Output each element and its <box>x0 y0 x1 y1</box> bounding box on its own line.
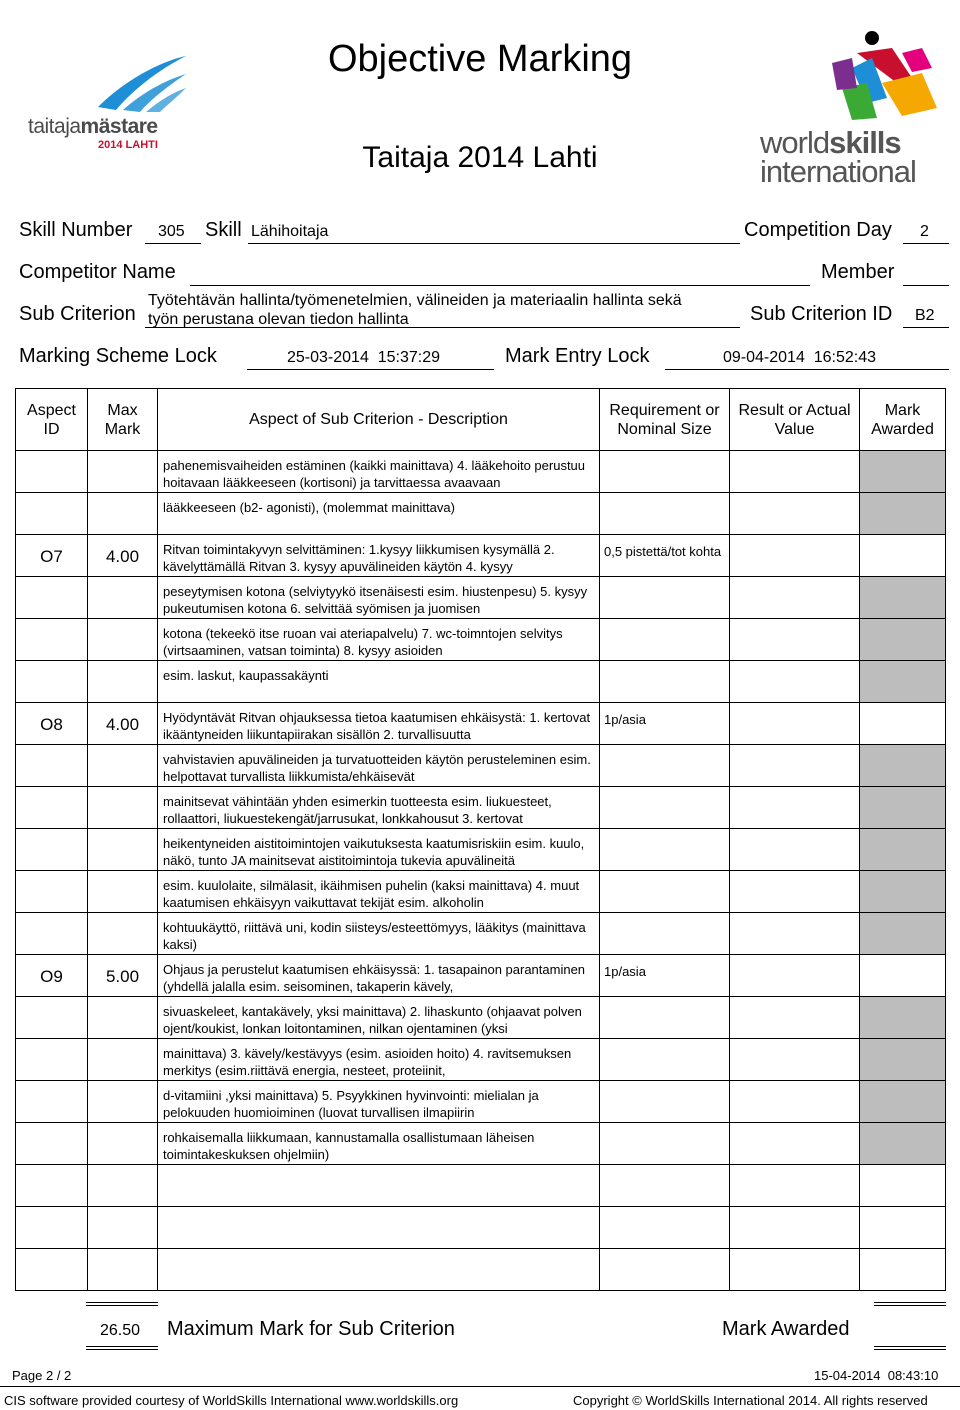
marking-scheme-lock-value: 25-03-2014 15:37:29 <box>287 349 441 366</box>
result-cell[interactable] <box>730 997 860 1039</box>
awarded-cell[interactable] <box>860 661 946 703</box>
table-row <box>16 451 946 493</box>
awarded-cell[interactable] <box>860 997 946 1039</box>
description-cell: Ohjaus ja perustelut kaatumisen ehkäisyssä: 1. tasapainon parantaminen (yhdellä jalalla esim. seisominen, takaperin kävely, <box>158 955 600 997</box>
result-cell[interactable] <box>730 703 860 745</box>
table-row <box>16 1123 946 1165</box>
description-cell: mainittava) 3. kävely/kestävyys (esim. asioiden hoito) 4. ravitsemuksen merkitys (esim.riittävä energia, nesteet, proteiinit, <box>158 1039 600 1081</box>
result-cell[interactable] <box>730 871 860 913</box>
description-cell: Ritvan toimintakyvyn selvittäminen: 1.kysyy liikkumisen kysymällä 2. kävelyttämällä Ritvan 3. kysyy apuvälineiden käytön 4. kysyy <box>158 535 600 577</box>
description-cell: mainitsevat vähintään yhden esimerkin tuotteesta esim. liukuesteet, rollaattori, liukuestekengät/jarrusukat, lonkkahousut 3. kertovat <box>158 787 600 829</box>
table-row <box>16 1165 946 1207</box>
marking-scheme-lock-underline <box>247 369 494 370</box>
requirement-cell: 1p/asia <box>600 703 730 745</box>
requirement-cell: 1p/asia <box>600 955 730 997</box>
result-cell[interactable] <box>730 787 860 829</box>
result-cell[interactable] <box>730 913 860 955</box>
requirement-cell <box>600 451 730 493</box>
max-mark-cell <box>88 1039 158 1081</box>
awarded-cell[interactable] <box>860 1081 946 1123</box>
table-row <box>16 619 946 661</box>
result-cell[interactable] <box>730 1039 860 1081</box>
result-cell[interactable] <box>730 1249 860 1291</box>
max-mark-cell <box>88 1207 158 1249</box>
taitaja-logo-word2: mästare <box>80 115 158 138</box>
aspect-id-cell: O8 <box>16 703 88 745</box>
aspect-id-cell <box>16 493 88 535</box>
awarded-cell[interactable] <box>860 619 946 661</box>
page-number: Page 2 / 2 <box>12 1368 72 1383</box>
awarded-cell[interactable] <box>860 913 946 955</box>
aspect-id-cell <box>16 1123 88 1165</box>
table-row <box>16 997 946 1039</box>
awarded-cell[interactable] <box>860 871 946 913</box>
sub-criterion-label: Sub Criterion <box>19 303 136 325</box>
sub-criterion-id-value: B2 <box>915 307 935 324</box>
result-cell[interactable] <box>730 955 860 997</box>
awarded-cell[interactable] <box>860 703 946 745</box>
table-row <box>16 1207 946 1249</box>
description-cell: d-vitamiini ,yksi mainittava) 5. Psyykkinen hyvinvointi: mielialan ja pelokuuden huomioiminen (luovat turvallisen ilmapiirin <box>158 1081 600 1123</box>
aspect-id-cell <box>16 451 88 493</box>
max-mark-cell: 4.00 <box>88 703 158 745</box>
awarded-bottom-rule <box>874 1346 946 1350</box>
awarded-cell[interactable] <box>860 493 946 535</box>
taitaja-logo-word1: taitaja <box>28 115 81 138</box>
competition-day-value: 2 <box>920 223 929 240</box>
requirement-cell <box>600 661 730 703</box>
description-cell: sivuaskeleet, kantakävely, yksi mainittava) 2. lihaskunto (ohjaavat polven ojent/koukist, lonkan loitontaminen, nilkan ojentaminen (yksi <box>158 997 600 1039</box>
aspect-id-cell <box>16 745 88 787</box>
sub-criterion-id-label: Sub Criterion ID <box>750 303 893 325</box>
mark-entry-lock-underline <box>665 369 949 370</box>
aspect-id-cell <box>16 1165 88 1207</box>
member-underline <box>903 285 949 286</box>
table-row <box>16 913 946 955</box>
result-cell[interactable] <box>730 577 860 619</box>
aspect-id-cell <box>16 829 88 871</box>
table-row <box>16 787 946 829</box>
header-awarded: Mark Awarded <box>860 389 946 451</box>
competitor-name-label: Competitor Name <box>19 261 176 283</box>
table-row <box>16 745 946 787</box>
taitaja-logo-year: 2014 LAHTI <box>98 139 158 151</box>
skill-underline <box>248 243 740 244</box>
header-max-mark: Max Mark <box>88 389 158 451</box>
total-top-rule <box>86 1302 158 1306</box>
table-row <box>16 829 946 871</box>
skill-number-underline <box>145 243 201 244</box>
result-cell[interactable] <box>730 1081 860 1123</box>
max-mark-cell <box>88 493 158 535</box>
aspect-id-cell <box>16 661 88 703</box>
aspect-id-cell <box>16 913 88 955</box>
skill-number-label: Skill Number <box>19 219 133 241</box>
skill-number-value: 305 <box>158 223 185 240</box>
awarded-cell[interactable] <box>860 745 946 787</box>
max-mark-cell <box>88 1249 158 1291</box>
aspect-id-cell <box>16 1081 88 1123</box>
skill-value: Lähihoitaja <box>251 223 329 240</box>
competitor-name-underline <box>190 285 810 286</box>
result-cell[interactable] <box>730 535 860 577</box>
description-cell: vahvistavien apuvälineiden ja turvatuotteiden käytön perusteleminen esim. helpottavat turvallista liikkumista/ehkäisevät <box>158 745 600 787</box>
description-cell: kohtuukäyttö, riittävä uni, kodin siisteys/esteettömyys, lääkitys (mainittava kaksi) <box>158 913 600 955</box>
total-max-mark: 26.50 <box>100 1322 141 1339</box>
description-cell: kotona (tekeekö itse ruoan vai ateriapalvelu) 7. wc-toimntojen selvitys (virtsaaminen, vatsan toiminta) 8. kysyy asioiden <box>158 619 600 661</box>
max-mark-cell <box>88 787 158 829</box>
marking-table <box>15 388 946 1291</box>
max-mark-cell <box>88 661 158 703</box>
max-mark-cell <box>88 745 158 787</box>
page-subtitle: Taitaja 2014 Lahti <box>362 141 598 174</box>
table-row <box>16 535 946 577</box>
aspect-id-cell <box>16 997 88 1039</box>
table-row <box>16 955 946 997</box>
result-cell[interactable] <box>730 619 860 661</box>
table-row <box>16 661 946 703</box>
requirement-cell <box>600 1123 730 1165</box>
requirement-cell <box>600 1249 730 1291</box>
worldskills-logo-word1: world <box>760 125 830 160</box>
max-mark-cell <box>88 829 158 871</box>
description-cell: rohkaisemalla liikkumaan, kannustamalla osallistumaan läheisen toimintakeskuksen ohjelmiin) <box>158 1123 600 1165</box>
header-requirement: Requirement or Nominal Size <box>600 389 730 451</box>
sub-criterion-value-line2: työn perustana olevan tiedon hallinta <box>148 311 409 328</box>
competition-day-label: Competition Day <box>744 219 892 241</box>
requirement-cell <box>600 997 730 1039</box>
requirement-cell <box>600 1207 730 1249</box>
description-cell: pahenemisvaiheiden estäminen (kaikki mainittava) 4. lääkehoito perustuu hoitavaan lääkkeeseen (kortisoni) ja tarvittaessa avaavaan <box>158 451 600 493</box>
sub-criterion-value-line1: Työtehtävän hallinta/työmenetelmien, välineiden ja materiaalin hallinta sekä <box>148 292 682 309</box>
result-cell[interactable] <box>730 661 860 703</box>
aspect-id-cell <box>16 1207 88 1249</box>
total-bottom-rule <box>86 1346 158 1350</box>
marking-scheme-lock-label: Marking Scheme Lock <box>19 345 217 367</box>
description-cell: lääkkeeseen (b2- agonisti), (molemmat mainittava) <box>158 493 600 535</box>
requirement-cell <box>600 577 730 619</box>
awarded-cell[interactable] <box>860 1123 946 1165</box>
max-mark-cell <box>88 1165 158 1207</box>
description-cell: esim. kuulolaite, silmälasit, ikäihmisen puhelin (kaksi mainittava) 4. muut kaatumisen ehkäisyyn vaikuttavat tekijät esim. alkoholin <box>158 871 600 913</box>
max-mark-cell: 4.00 <box>88 535 158 577</box>
copyright: Copyright © WorldSkills International 2014. All rights reserved <box>573 1393 928 1408</box>
aspect-id-cell <box>16 577 88 619</box>
aspect-id-cell <box>16 1039 88 1081</box>
awarded-top-rule <box>874 1302 946 1306</box>
awarded-cell[interactable] <box>860 451 946 493</box>
description-cell: peseytymisen kotona (selviytyykö itsenäisesti esim. hiustenpesu) 5. kysyy pukeutumisen kotona 6. selvittää syömisen ja juomisen <box>158 577 600 619</box>
table-row <box>16 1081 946 1123</box>
aspect-id-cell: O9 <box>16 955 88 997</box>
print-timestamp: 15-04-2014 08:43:10 <box>814 1368 939 1383</box>
table-row <box>16 493 946 535</box>
requirement-cell: 0,5 pistettä/tot kohta <box>600 535 730 577</box>
max-mark-cell <box>88 913 158 955</box>
mark-entry-lock-value: 09-04-2014 16:52:43 <box>723 349 877 366</box>
table-row <box>16 1249 946 1291</box>
table-row <box>16 1039 946 1081</box>
requirement-cell <box>600 787 730 829</box>
result-cell[interactable] <box>730 1123 860 1165</box>
result-cell[interactable] <box>730 493 860 535</box>
description-cell: heikentyneiden aistitoimintojen vaikutuksesta kaatumisriskiin esim. kuulo, näkö, tunto JA mainitsevat aistitoimintoja tukevia apuvälineitä <box>158 829 600 871</box>
max-mark-cell <box>88 1081 158 1123</box>
mark-entry-lock-label: Mark Entry Lock <box>505 345 650 367</box>
max-mark-cell: 5.00 <box>88 955 158 997</box>
result-cell[interactable] <box>730 745 860 787</box>
header-description: Aspect of Sub Criterion - Description <box>158 389 600 451</box>
aspect-id-cell: O7 <box>16 535 88 577</box>
description-cell <box>158 1165 600 1207</box>
awarded-cell[interactable] <box>860 1165 946 1207</box>
aspect-id-cell <box>16 787 88 829</box>
description-cell <box>158 1207 600 1249</box>
sub-criterion-underline <box>145 327 740 328</box>
requirement-cell <box>600 745 730 787</box>
result-cell[interactable] <box>730 1165 860 1207</box>
awarded-cell[interactable] <box>860 1249 946 1291</box>
requirement-cell <box>600 619 730 661</box>
awarded-cell[interactable] <box>860 1207 946 1249</box>
table-row <box>16 577 946 619</box>
awarded-cell[interactable] <box>860 577 946 619</box>
footer-rule <box>0 1386 960 1387</box>
requirement-cell <box>600 1039 730 1081</box>
aspect-id-cell <box>16 871 88 913</box>
mark-awarded-label: Mark Awarded <box>722 1318 850 1340</box>
description-cell: esim. laskut, kaupassakäynti <box>158 661 600 703</box>
sub-criterion-id-underline <box>903 327 949 328</box>
table-row <box>16 703 946 745</box>
requirement-cell <box>600 493 730 535</box>
description-cell: Hyödyntävät Ritvan ohjauksessa tietoa kaatumisen ehkäisystä: 1. kertovat ikääntyneiden liikuntapiirakan sisällön 2. turvallisuutta <box>158 703 600 745</box>
aspect-id-cell <box>16 1249 88 1291</box>
max-mark-cell <box>88 997 158 1039</box>
requirement-cell <box>600 1081 730 1123</box>
awarded-cell[interactable] <box>860 787 946 829</box>
max-mark-cell <box>88 619 158 661</box>
worldskills-logo-word2: skills <box>829 125 901 160</box>
competition-day-underline <box>903 243 949 244</box>
cis-note: CIS software provided courtesy of WorldSkills International www.worldskills.org <box>4 1393 459 1408</box>
table-header-row <box>16 389 946 451</box>
aspect-id-cell <box>16 619 88 661</box>
result-cell[interactable] <box>730 451 860 493</box>
requirement-cell <box>600 913 730 955</box>
requirement-cell <box>600 1165 730 1207</box>
max-mark-label: Maximum Mark for Sub Criterion <box>167 1318 455 1340</box>
awarded-cell[interactable] <box>860 1039 946 1081</box>
result-cell[interactable] <box>730 1207 860 1249</box>
header-aspect-id: Aspect ID <box>16 389 88 451</box>
result-cell[interactable] <box>730 829 860 871</box>
max-mark-cell <box>88 871 158 913</box>
page-title: Objective Marking <box>327 38 633 80</box>
requirement-cell <box>600 871 730 913</box>
awarded-cell[interactable] <box>860 955 946 997</box>
awarded-cell[interactable] <box>860 535 946 577</box>
skill-label: Skill <box>205 219 242 241</box>
member-label: Member <box>821 261 895 283</box>
max-mark-cell <box>88 1123 158 1165</box>
awarded-cell[interactable] <box>860 829 946 871</box>
header-result: Result or Actual Value <box>730 389 860 451</box>
description-cell <box>158 1249 600 1291</box>
table-row <box>16 871 946 913</box>
max-mark-cell <box>88 451 158 493</box>
worldskills-logo-line2: international <box>760 154 916 189</box>
max-mark-cell <box>88 577 158 619</box>
requirement-cell <box>600 829 730 871</box>
